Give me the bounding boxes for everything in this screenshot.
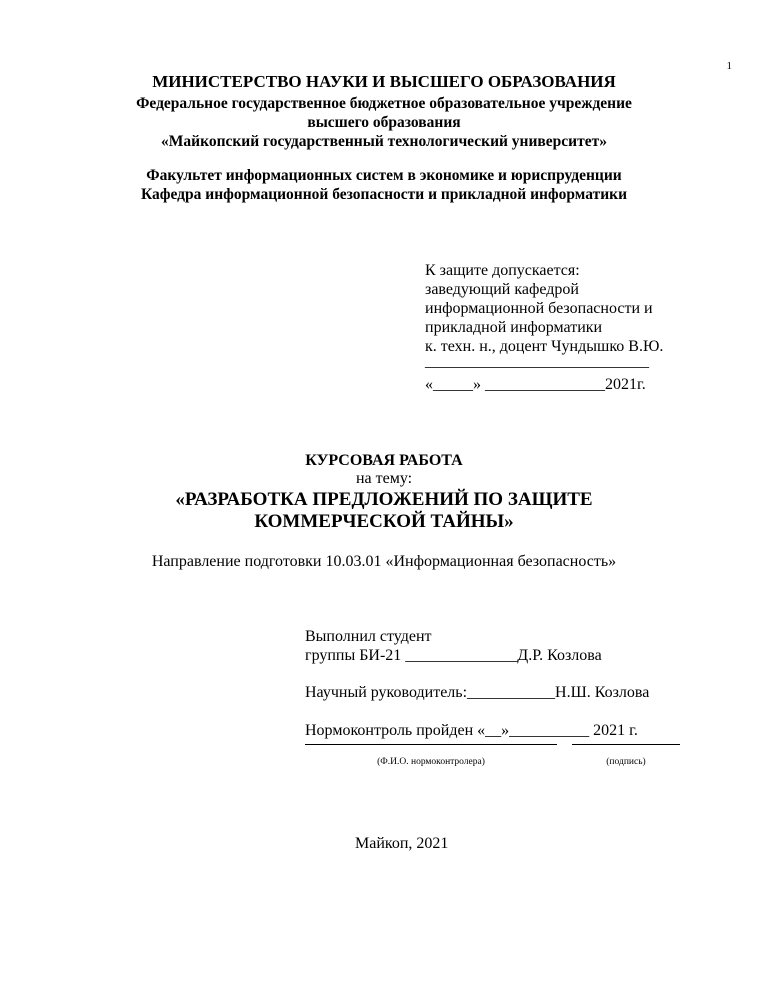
signature-rule — [572, 744, 680, 745]
normcontroller-name-caption: (Ф.И.О. нормоконтролера) — [377, 757, 485, 767]
department-name: Кафедра информационной безопасности и прикладной информатики — [141, 186, 627, 203]
page-number: 1 — [726, 60, 732, 72]
city-year: Майкоп, 2021 — [355, 835, 449, 852]
topic-title-line-1: «РАЗРАБОТКА ПРЕДЛОЖЕНИЙ ПО ЗАЩИТЕ — [175, 489, 593, 510]
approval-line-1: К защите допускается: — [425, 262, 580, 279]
approval-signature-line: ____________________________ — [425, 353, 649, 370]
work-type-heading: КУРСОВАЯ РАБОТА — [305, 452, 463, 469]
faculty-name: Факультет информационных систем в экономике и юриспруденции — [146, 167, 622, 184]
signature-caption: (подпись) — [606, 757, 646, 767]
normcontroller-name-rule — [305, 744, 557, 745]
on-topic-label: на тему: — [355, 470, 413, 487]
institution-line-1: Федеральное государственное бюджетное образовательное учреждение — [136, 95, 632, 112]
approval-line-4: прикладной информатики — [425, 319, 603, 336]
approval-date-line: «_____» _______________2021г. — [425, 376, 646, 393]
university-name: «Майкопский государственный технологический университет» — [161, 133, 607, 150]
normcontrol-line: Нормоконтроль пройден «__»__________ 2021 г. — [305, 722, 638, 739]
student-line-2: группы БИ-21 ______________Д.Р. Козлова — [305, 647, 602, 664]
approval-line-5: к. техн. н., доцент Чундышко В.Ю. — [425, 338, 664, 355]
topic-title-line-2: КОММЕРЧЕСКОЙ ТАЙНЫ» — [254, 511, 514, 532]
ministry-heading: МИНИСТЕРСТВО НАУКИ И ВЫСШЕГО ОБРАЗОВАНИЯ — [152, 72, 616, 91]
direction-line: Направление подготовки 10.03.01 «Информационная безопасность» — [151, 553, 617, 570]
institution-line-2: высшего образования — [307, 114, 461, 131]
student-line-1: Выполнил студент — [305, 628, 432, 645]
supervisor-line: Научный руководитель:___________Н.Ш. Козлова — [305, 684, 650, 701]
approval-line-3: информационной безопасности и — [425, 300, 653, 317]
approval-line-2: заведующий кафедрой — [425, 281, 579, 298]
